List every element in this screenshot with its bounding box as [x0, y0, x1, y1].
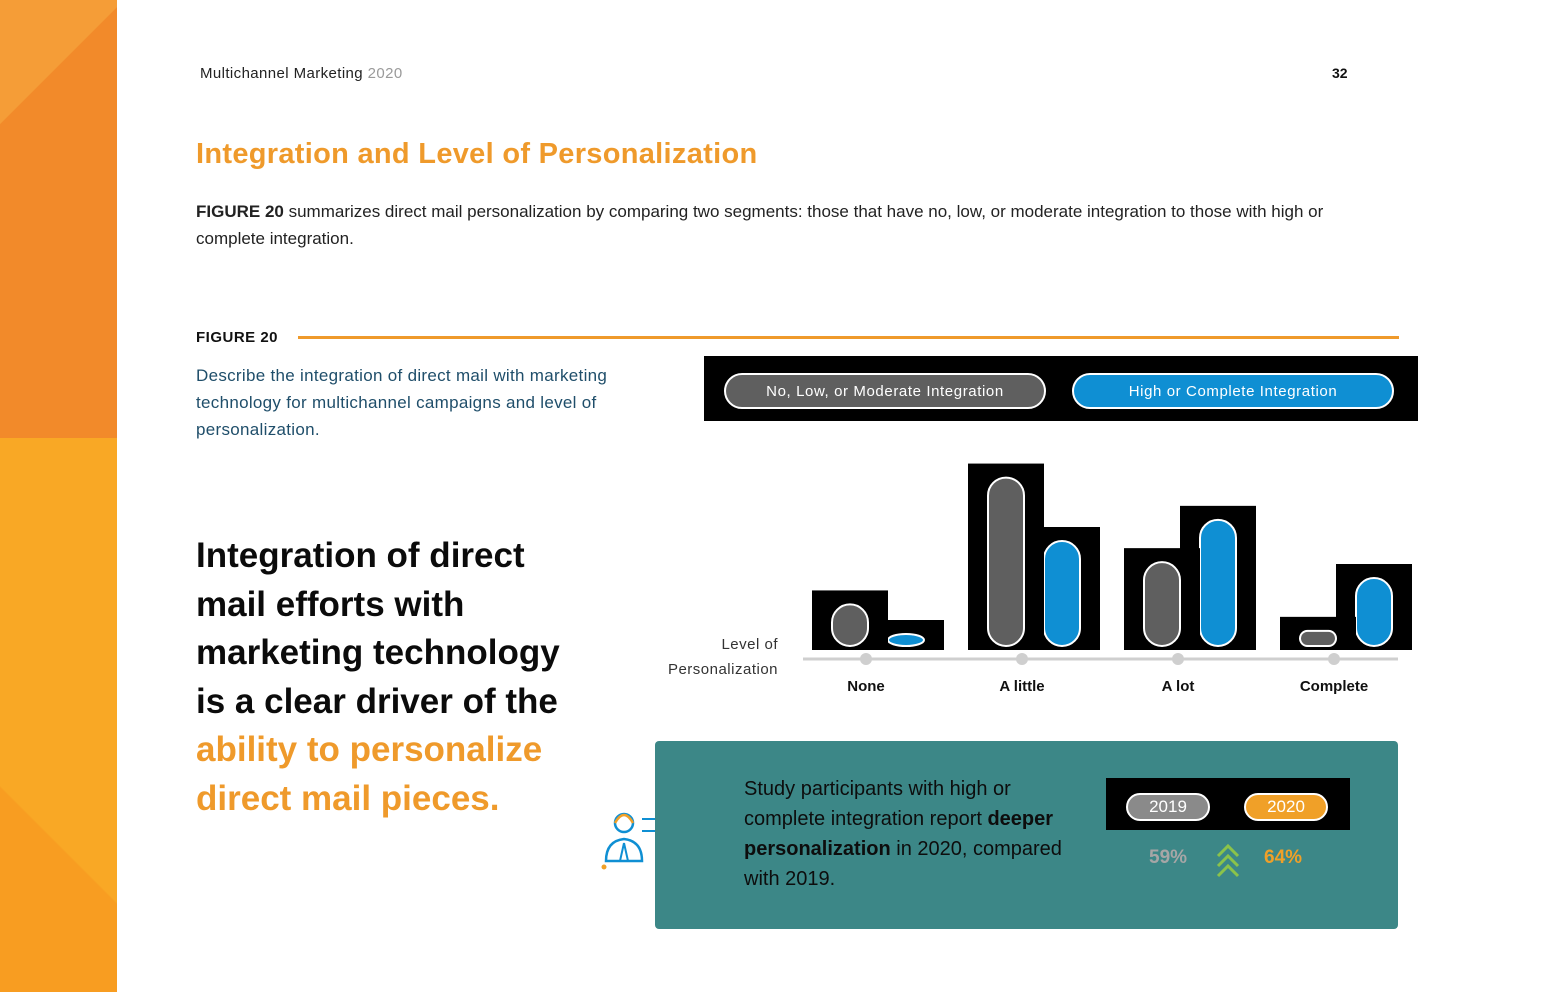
- callout-text-bold: deeper personalization: [744, 808, 1054, 860]
- intro-text: summarizes direct mail personalization by comparing two segments: those that have no, low, or moderate integration to those with high or complete integration.: [196, 202, 1324, 248]
- intro-figure-ref: FIGURE 20: [196, 202, 284, 221]
- x-tick-dot: [1328, 653, 1340, 665]
- x-tick-dot: [1172, 653, 1184, 665]
- bar-low-integration: [988, 478, 1024, 646]
- bar-high-integration: [1200, 520, 1236, 646]
- sidebar-top-triangle: [0, 0, 117, 130]
- decorative-sidebar: [0, 0, 117, 992]
- callout-panel: [655, 741, 1398, 929]
- bar-low-integration: [1144, 562, 1180, 646]
- x-axis-title-line-1: Level of: [721, 636, 778, 653]
- x-tick-label: A little: [999, 678, 1045, 695]
- bar-low-integration: [1300, 631, 1336, 646]
- percent-2020: 64%: [1264, 847, 1303, 868]
- bar-low-integration: [832, 604, 868, 646]
- bar-group-a-lot: [1124, 506, 1256, 650]
- x-tick-dot: [1016, 653, 1028, 665]
- figure-label: FIGURE 20: [196, 329, 279, 346]
- legend-item-low-integration: No, Low, or Moderate Integration: [724, 373, 1046, 409]
- figure-rule: [298, 336, 1399, 339]
- chart-legend: [704, 356, 1418, 421]
- bar-group-none: [812, 590, 944, 650]
- x-tick-label: Complete: [1299, 678, 1369, 695]
- x-tick-label: None: [847, 678, 885, 695]
- up-arrows-icon: [1215, 842, 1241, 878]
- running-header: [200, 65, 403, 82]
- bar-high-integration: [1044, 541, 1080, 646]
- figure-description: Describe the integration of direct mail with marketing technology for multichannel campaigns and level of personalization.: [196, 366, 608, 439]
- year-2019-badge: 2019: [1126, 793, 1210, 821]
- pull-quote-main: Integration of direct mail efforts with marketing technology is a clear driver of the: [196, 536, 560, 721]
- x-axis-title-line-2: Personalization: [667, 661, 778, 678]
- legend-item-high-integration: High or Complete Integration: [1072, 373, 1394, 409]
- pull-quote: [196, 532, 596, 823]
- x-tick-label: A lot: [1161, 678, 1195, 695]
- percent-2019: 59%: [1149, 847, 1188, 868]
- personalization-bar-chart: [640, 440, 1420, 710]
- header-title-text: Multichannel Marketing: [200, 65, 364, 82]
- bar-group-a-little: [968, 464, 1100, 650]
- bar-high-integration: [888, 634, 924, 646]
- year-2020-badge: 2020: [1244, 793, 1328, 821]
- x-tick-dot: [860, 653, 872, 665]
- pull-quote-highlight: ability to personalize direct mail pieces.: [196, 730, 543, 818]
- page-number: 32: [1332, 65, 1348, 81]
- callout-text-before: Study participants with high or complete integration report: [744, 778, 1011, 830]
- bar-high-integration: [1356, 578, 1392, 646]
- sidebar-bottom-triangle: [0, 700, 117, 992]
- year-legend: [1106, 778, 1350, 830]
- section-title: Integration and Level of Personalization: [196, 138, 758, 170]
- header-year: 2020: [367, 65, 403, 82]
- intro-paragraph: [196, 198, 1396, 252]
- callout-text-after: in 2020, compared with 2019.: [744, 838, 1062, 890]
- bar-group-complete: [1280, 564, 1412, 650]
- callout-text: [744, 774, 1084, 894]
